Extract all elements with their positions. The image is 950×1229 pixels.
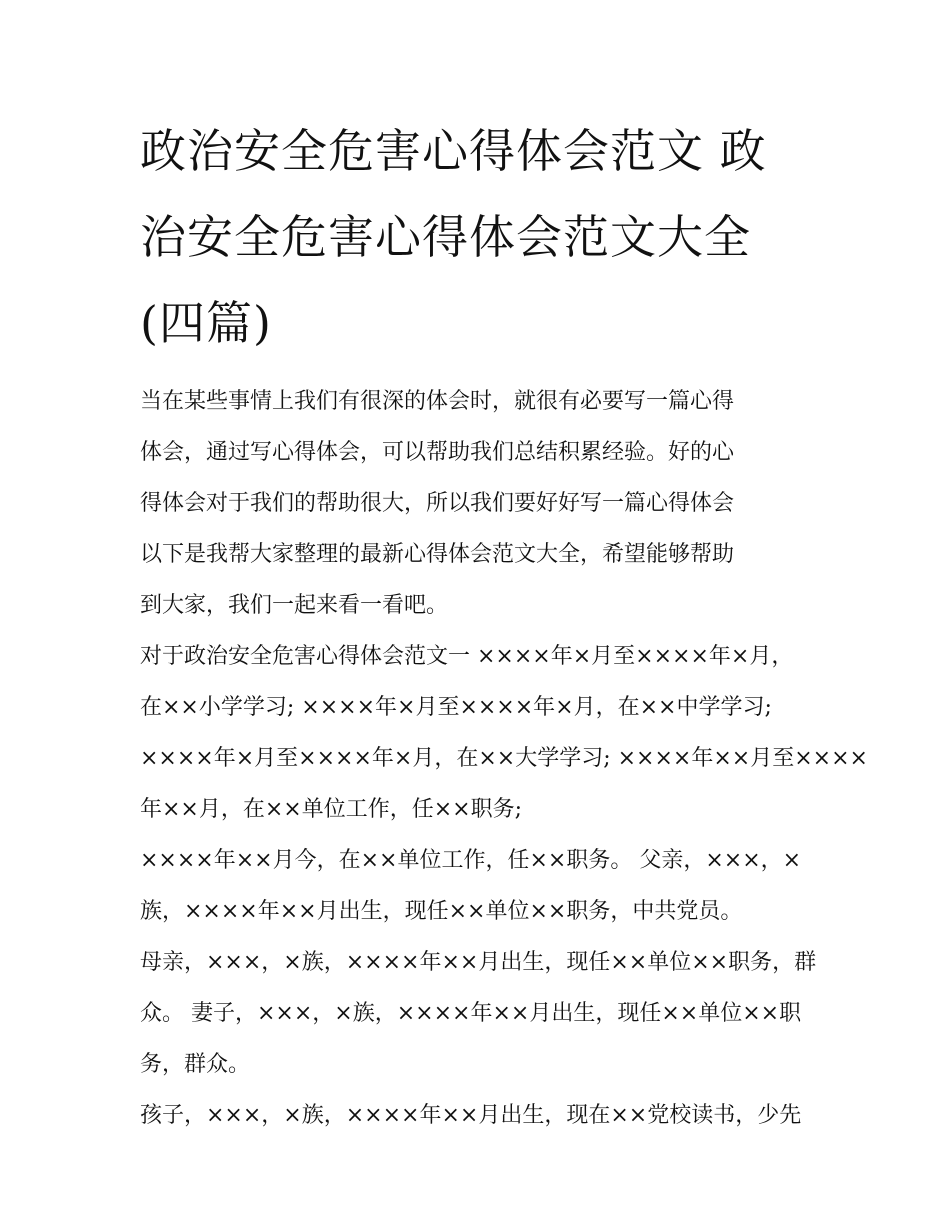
text-line: 族，××××年××月出生，现任××单位××职务，中共党员。 — [140, 899, 743, 924]
text-line: 体会，通过写心得体会，可以帮助我们总结积累经验。好的心 — [140, 440, 735, 465]
document-page — [140, 108, 868, 1141]
text-line: 务，群众。 — [140, 1052, 251, 1077]
intro-paragraph — [140, 376, 820, 631]
text-line: 以下是我帮大家整理的最新心得体会范文大全，希望能够帮助 — [140, 542, 735, 567]
father-paragraph — [140, 835, 820, 937]
title-line: 治安全危害心得体会范文大全 — [140, 210, 751, 264]
text-line: 当在某些事情上我们有很深的体会时，就很有必要写一篇心得 — [140, 389, 735, 414]
resume-paragraph — [140, 631, 868, 835]
text-line: 对于政治安全危害心得体会范文一 ××××年×月至××××年×月， — [140, 644, 794, 669]
text-line: 母亲，×××，×族，××××年××月出生，现任××单位××职务，群 — [140, 950, 817, 975]
text-line: ××××年××月今，在××单位工作，任××职务。 父亲，×××，× — [140, 848, 802, 873]
text-line: 得体会对于我们的帮助很大，所以我们要好好写一篇心得体会 — [140, 491, 735, 516]
text-line: 年××月，在××单位工作，任××职务; — [140, 797, 523, 822]
mother-paragraph — [140, 937, 820, 1090]
child-paragraph — [140, 1090, 820, 1141]
text-line: 在××小学学习; ××××年×月至××××年×月，在××中学学习; — [140, 695, 772, 720]
title-line: 政治安全危害心得体会范文 政 — [140, 124, 767, 178]
text-line: ××××年×月至××××年×月，在××大学学习; ××××年××月至×××× — [140, 746, 868, 771]
text-line: 到大家，我们一起来看一看吧。 — [140, 593, 449, 618]
text-line: 众。 妻子，×××，×族，××××年××月出生，现任××单位××职 — [140, 1001, 802, 1026]
text-line: 孩子，×××，×族，××××年××月出生，现在××党校读书，少先 — [140, 1103, 802, 1128]
document-title — [140, 108, 810, 366]
title-line: (四篇) — [140, 296, 272, 350]
document-body — [140, 376, 868, 1141]
